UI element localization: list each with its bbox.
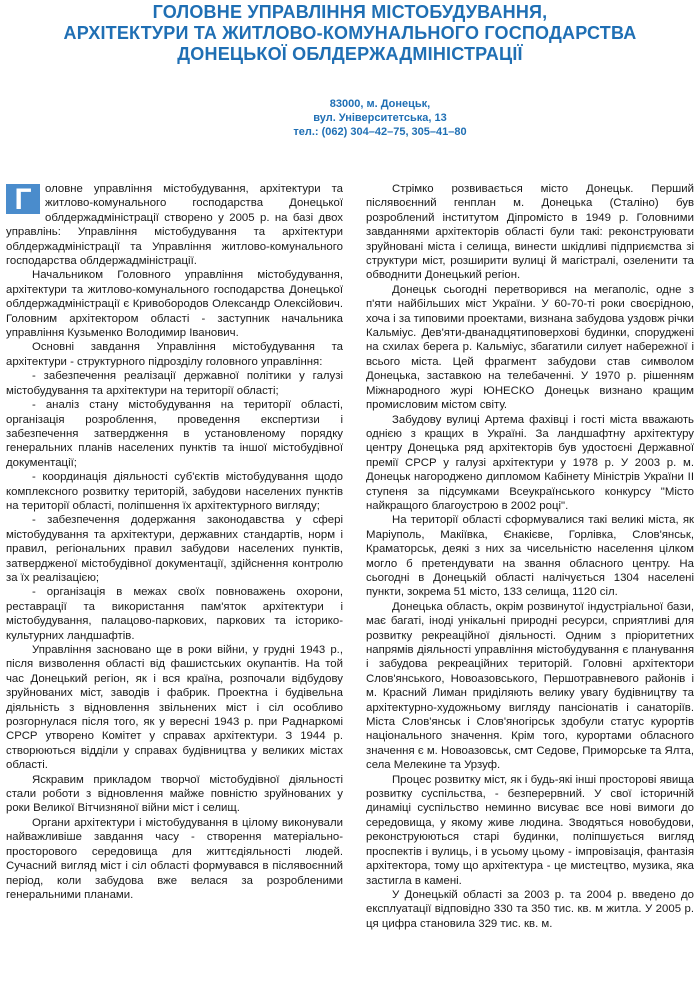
article-paragraph: Органи архітектури і містобудування в цілому виконували найважливіше завдання часу - створення матеріально-просторового середовища для життєдіяльності людей. Сучасний вигляд міст і сіл області формувався в післявоєнний період, коли забудова вже велася за розробленими генеральними планами. <box>6 816 343 901</box>
list-item: - аналіз стану містобудування на території області, організація розроблення, проведення експертизи і забезпечення затвердження в установленому порядку генеральних планів населених пунктів та іншої містобудівної документації; <box>6 399 343 469</box>
article-paragraph: Донецьк сьогодні перетворився на мегаполіс, одне з п'яти найбільших міст України. У 60-70-ті роки своєрідною, хоча і за типовими проектами, визнана забудова уздовж річки Кальміус. Дев'яти-дванадцятиповерхові будинки, споруджені на схилах берега р. Кальміус, збагатили силует набережної і всього міста. Цей фрагмент забудови став символом Донецька, заставкою на телебаченні. У 1970 р. рішенням Міжнародного журі ЮНЕСКО Донецьк визнано кращим промисловим містом світу. <box>366 283 694 412</box>
list-item: - координація діяльності суб'єктів містобудування щодо комплексного розвитку територій, забудови населених пунктів на території області, поліпшення їх архітектурного вигляду; <box>6 471 343 512</box>
title-line: ГОЛОВНЕ УПРАВЛІННЯ МІСТОБУДУВАННЯ, <box>152 2 548 22</box>
list-item: - забезпечення додержання законодавства у сфері містобудування та архітектури, державних стандартів, норм і правил, регіональних правил забудови населених пунктів, затвердженої містобудівної документації, здійснення контролю за їх реалізацією; <box>6 514 343 584</box>
article-left-column <box>6 182 343 902</box>
list-item: - організація в межах своїх повноважень охорони, реставрації та використання пам'яток архітектури і містобудування, палацово-паркових, паркових та історико-культурних ландшафтів. <box>6 586 343 642</box>
article-paragraph: Начальником Головного управління містобудування, архітектури та житлово-комунального господарства Донецької облдержадміністрації є Кривобородов Олександр Олексійович. Головним архітектором області - заступник начальника управління Кузьменко Володимир Іванович. <box>6 269 343 340</box>
article-paragraph <box>6 182 343 268</box>
address-city: 83000, м. Донецьк, <box>329 98 431 110</box>
address-street: вул. Університетська, 13 <box>313 112 447 124</box>
paragraph-text: оловне управління містобудування, архітектури та житлово-комунального господарства Донецької облдержадміністрації створено у 2005 р. на базі двох управлінь: Управління містобудування та архітектури облдержадміністрації та Управління житлово-комунального господарства облдержадміністрації. <box>6 183 343 268</box>
article-paragraph: Забудову вулиці Артема фахівці і гості міста вважають однією з кращих в Україні. За ландшафтну архітектуру центру Донецька ряд архітекторів був удостоєні Державної премії СРСР у галузі архітектури у 1978 р. У 2003 р. м. Донецьк нагороджено дипломом Кабінету Міністрів України ІІ ступеня за підсумками Всеукраїнського конкурсу "Місто найкращого благоустрою в 2002 році". <box>366 413 694 512</box>
article-paragraph: У Донецькій області за 2003 р. та 2004 р. введено до експлуатації відповідно 330 та 350 тис. кв. м житла. У 2005 р. ця цифра становила 329 тис. кв. м. <box>366 888 694 930</box>
title-line: АРХІТЕКТУРИ ТА ЖИТЛОВО-КОМУНАЛЬНОГО ГОСПОДАРСТВА <box>63 23 637 43</box>
article-right-column <box>366 182 694 931</box>
page-title <box>0 2 700 65</box>
article-paragraph: Стрімко розвивається місто Донецьк. Перший післявоєнний генплан м. Донецька (Сталіно) був розроблений інститутом Діпромісто в 1949 р. Головними завданнями архітекторів області були такі: реконструювати зруйновані міста і селища, винести шкідливі підприємства зі структури міст, розширити вулиці й магістралі, озеленити та обводнити Донецький регіон. <box>366 183 694 282</box>
article-paragraph: Донецька область, окрім розвинутої індустріальної бази, має багаті, іноді унікальні природні ресурси, сприятливі для розвитку рекреаційної діяльності. Одним з пріоритетних напрямів діяльності управління містобудування є планування і забудова рекреаційних територій. Головні архітектори Слов'янського, Новоазовського, Першотравневого районів і м. Красний Лиман приділяють велику увагу будівництву та архітектурно-художньому вигляду пансіонатів і санаторіїв. Міста Слов'янськ і Слов'яногірськ здобули статус курортів національного значення. Крім того, курортами обласного значення є м. Новоазовськ, смт Седове, Приморське та Ялта, села Мелекине та Урзуф. <box>366 600 694 772</box>
article-paragraph: На території області сформувалися такі великі міста, як Маріуполь, Макіївка, Єнакієве, Горлівка, Слов'янськ, Краматорськ, деякі з них за чисельністю населення цілком могло б претендувати на звання обласного центру. На сьогодні в Донецькій області налічується 1304 населені пункти, зокрема 51 місто, 133 селища, 1120 сіл. <box>366 514 694 599</box>
drop-cap: Г <box>6 184 40 214</box>
article-paragraph: Процес розвитку міст, як і будь-які інші просторові явища розвитку суспільства, - безперервний. У свої історичній динаміці суспільство неминно висуває все нові вимоги до середовища, у якому живе людина. Зводяться новобудови, реконструюються старі будинки, поліпшується вигляд проспектів і вулиць, і в усьому цьому - імпровізація, фантазія архітектора, тому що архітектура - це мистецтво, музика, яка застигла в камені. <box>366 773 694 887</box>
address-phone: тел.: (062) 304–42–75, 305–41–80 <box>293 126 467 138</box>
address-block <box>0 97 700 139</box>
title-line: ДОНЕЦЬКОЇ ОБЛДЕРЖАДМІНІСТРАЦІЇ <box>177 44 523 64</box>
list-item: - забезпечення реалізації державної політики у галузі містобудування та архітектури на території області; <box>6 370 343 397</box>
article-paragraph: Управління засновано ще в роки війни, у грудні 1943 р., після визволення області від фашистських окупантів. На той час Донецький регіон, як і вся країна, розпочали відбудову зруйнованих міст, заводів і фабрик. Проектна і будівельна діяльність з відновлення звільнених міст і сіл особливо розгорнулася після того, як у вересні 1943 р. при Раднаркомі СРСР утворено Комітет у справах архітектури. З 1944 р. створюються відділи у справах будівництва у великих містах області. <box>6 644 343 772</box>
article-paragraph: Основні завдання Управління містобудування та архітектури - структурного підрозділу головного управління: <box>6 341 343 368</box>
article-paragraph: Яскравим прикладом творчої містобудівної діяльності стали роботи з відновлення майже повністю зруйнованих у роки Великої Вітчизняної війни міст і селищ. <box>6 773 343 815</box>
